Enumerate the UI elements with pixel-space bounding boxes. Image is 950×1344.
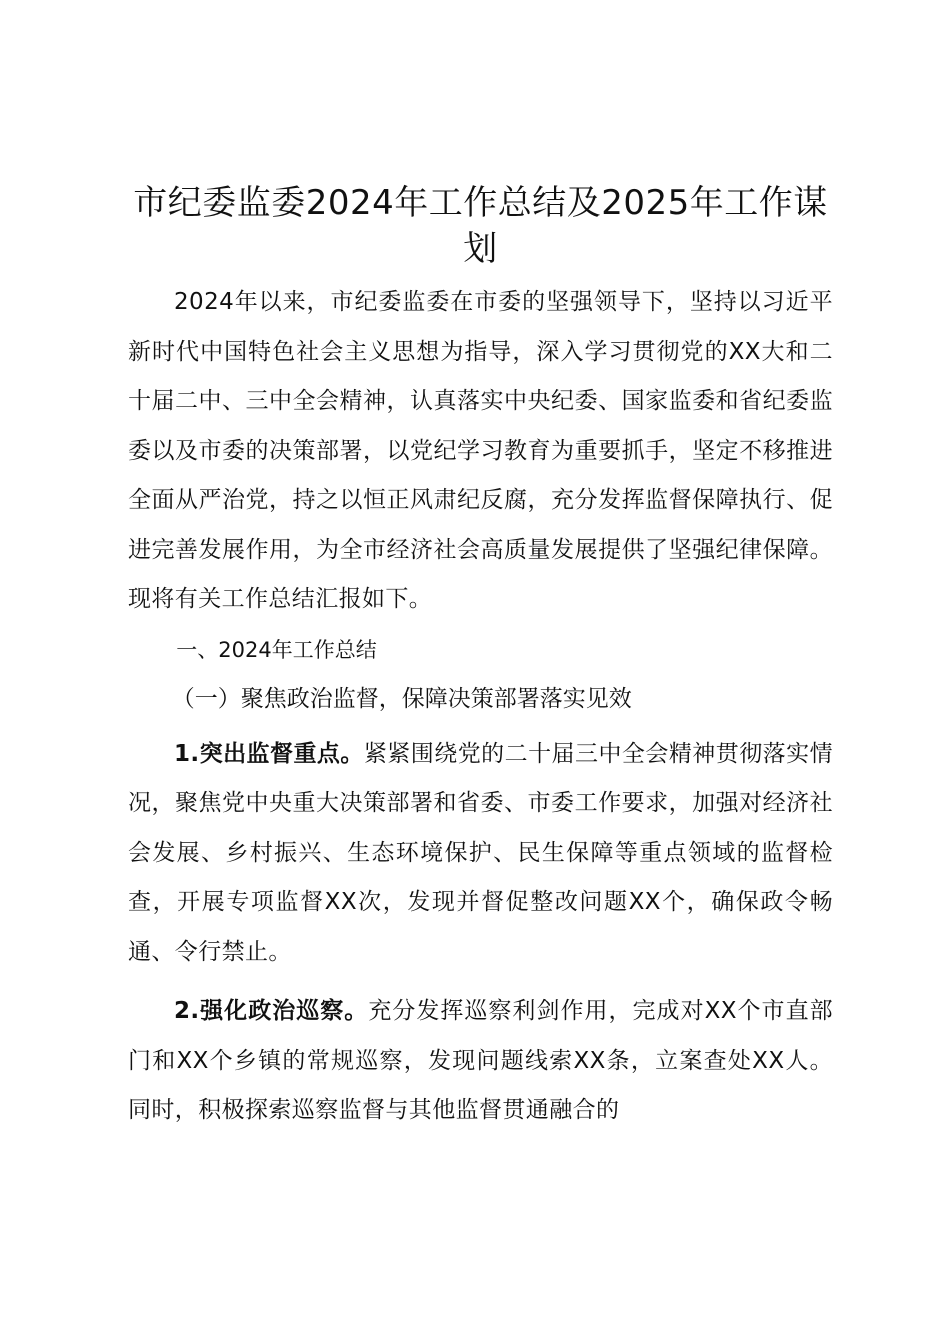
- item-lead-2: 2.强化政治巡察。: [174, 998, 369, 1024]
- item-lead-1: 1.突出监督重点。: [174, 740, 364, 767]
- section-heading: 一、2024年工作总结: [176, 637, 377, 662]
- document-title: 市纪委监委2024年工作总结及2025年工作谋划: [133, 183, 828, 269]
- document-page: [128, 180, 833, 1136]
- item-text-2: 充分发挥巡察利剑作用，完成对XX个市直部门和XX个乡镇的常规巡察，发现问题线索XX条，立案查处XX人。同时，积极探索巡察监督与其他监督贯通融合的: [128, 998, 833, 1123]
- intro-paragraph: 2024年以来，市纪委监委在市委的坚强领导下，坚持以习近平新时代中国特色社会主义思想为指导，深入学习贯彻党的XX大和二十届二中、三中全会精神，认真落实中央纪委、国家监委和省纪委监委以及市委的决策部署，以党纪学习教育为重要抓手，坚定不移推进全面从严治党，持之以恒正风肃纪反腐，充分发挥监督保障执行、促进完善发展作用，为全市经济社会高质量发展提供了坚强纪律保障。现将有关工作总结汇报如下。: [128, 289, 833, 612]
- item-text-1: 紧紧围绕党的二十届三中全会精神贯彻落实情况，聚焦党中央重大决策部署和省委、市委工作要求，加强对经济社会发展、乡村振兴、生态环境保护、民生保障等重点领域的监督检查，开展专项监督XX次，发现并督促整改问题XX个，确保政令畅通、令行禁止。: [128, 740, 834, 965]
- item-paragraph-2: [128, 987, 833, 1136]
- item-paragraph-1: [128, 730, 833, 978]
- subsection-heading: （一）聚焦政治监督，保障决策部署落实见效: [171, 685, 632, 712]
